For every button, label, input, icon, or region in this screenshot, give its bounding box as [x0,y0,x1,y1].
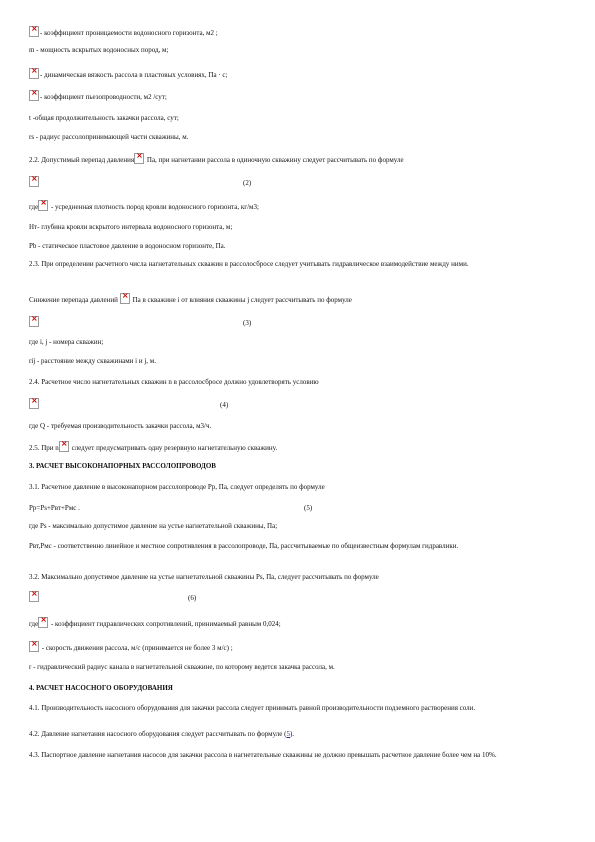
paragraph-4-2 [29,729,559,739]
text-line [29,45,559,55]
broken-image-icon [29,316,39,327]
equation-6-row [29,591,559,603]
line-text: Hт- глубина кровли вскрытого интервала водоносного горизонта, м; [29,223,233,231]
equation-number-4: (4) [220,401,229,409]
formula-pp: Pp=Ps+Pвт+Pмс . [29,504,80,512]
broken-image-icon [134,153,144,164]
text-line [29,617,559,629]
line-prefix: где [29,620,39,628]
broken-image-icon [29,591,39,602]
text-line [29,337,559,347]
broken-image-icon [29,68,39,79]
line-text: 3.1. Расчетное давление в высоконапорном рассолопроводе Pp, Па, следует определять по формуле [29,483,325,491]
line-text: t -общая продолжительность закачки рассола, сут; [29,114,179,122]
broken-image-icon [38,617,48,628]
paragraph-2-3: 2.3. При определении расчетного числа нагнетательных скважин в рассолосбросе следует учитывать гидравлическое взаимодействие между ними. [29,260,469,268]
line-text: - динамическая вязкость рассола в пластовых условиях, Па · с; [40,71,228,79]
broken-image-icon [29,398,39,409]
text-line [29,441,559,453]
line-text: где i, j - номера скважин; [29,338,104,346]
text-line [29,421,559,431]
broken-image-icon [29,26,39,37]
line-text: где Q - требуемая производительность закачки рассола, м3/ч. [29,422,212,430]
line-prefix: 2.2. Допустимый перепад давления [29,156,135,164]
broken-image-icon [29,641,39,652]
text-line [29,377,559,387]
paragraph-4-1: 4.1. Производительность насосного оборудования для закачки рассола следует принимать равной производительности подземного растворения соли. [29,704,476,712]
line-text: - коэффициент пьезопроводности, м2 /сут; [40,93,167,101]
line-text: 2.4. Расчетное число нагнетательных скважин n в рассолосбросе должно удовлетворять условию [29,378,319,386]
line-text: m - мощность вскрытых водоносных пород, м; [29,46,169,54]
text-line [29,132,559,142]
equation-3-row [29,316,559,328]
paragraph-4-2-end: ). [289,730,295,738]
text-line [29,482,559,492]
text-line [29,572,559,582]
equation-4-row [29,398,559,410]
line-text: 3.2. Максимально допустимое давление на устье нагнетательной скважины Ps, Па, следует рассчитывать по формуле [29,573,379,581]
formula-3-1 [29,503,559,513]
equation-number-6: (6) [188,594,197,602]
broken-image-icon [120,293,130,304]
line-text: Снижение перепада давлений [29,296,118,304]
text-line [29,113,559,123]
paragraph-4-3: 4.3. Паспортное давление нагнетания насосов для закачки рассола в нагнетательные скважины не должно превышать расчетное давление более чем на 10%. [29,751,497,759]
equation-number-3: (3) [243,319,252,327]
line-text: - усредненная плотность пород кровли водоносного горизонта, кг/м3; [49,203,259,211]
text-line [29,222,559,232]
line-text: 3. РАСЧЕТ ВЫСОКОНАПОРНЫХ РАССОЛОПРОВОДОВ [29,462,216,470]
broken-image-icon [38,200,48,211]
paragraph-4-2-text: 4.2. Давление нагнетания насосного оборудования следует рассчитывать по формуле ( [29,730,287,738]
line-text: - коэффициент гидравлических сопротивлений, принимаемый равным 0,024; [49,620,281,628]
text-line [29,293,559,305]
line-text: где Ps - максимально допустимое давление на устье нагнетательной скважины, Па; [29,522,278,530]
text-line [29,521,559,531]
text-line [29,461,559,471]
equation-number-5: (5) [304,504,313,512]
line-text: rs - радиус рассолопринимающей части скважины, м. [29,133,189,141]
broken-image-icon [29,90,39,101]
broken-image-icon [29,176,39,187]
line-text: 4. РАСЧЕТ НАСОСНОГО ОБОРУДОВАНИЯ [29,684,173,692]
text-line [29,200,559,212]
line-text: rij - расстояние между скважинами i и j, м. [29,357,156,365]
paragraph-3-1-c: Pвт,Pмс - соответственно линейное и местное сопротивления в рассолопроводе, Па, рассчитываемые по общеизвестным формулам гидравлики. [29,542,459,550]
line-text: - коэффициент проницаемости водоносного горизонта, м2 ; [40,29,218,37]
text-line [29,641,559,653]
equation-2-row [29,176,559,188]
line-text: Па, при нагнетании рассола в одиночную скважину следует рассчитывать по формуле [145,156,404,164]
line-text: Pb - статическое пластовое давление в водоносном горизонте, Па. [29,242,226,250]
line-text: следует предусматривать одну резервную нагнетательную скважину. [69,444,278,452]
text-line [29,356,559,366]
broken-image-icon [59,441,69,452]
equation-number-2: (2) [243,179,252,187]
line-text: - скорость движения рассола, м/с (принимается не более 3 м/с) ; [40,644,233,652]
text-line [29,153,559,165]
text-line [29,662,559,672]
line-prefix: 2.5. При n [29,444,59,452]
text-line [29,90,559,102]
formula-link-5[interactable]: 5 [286,730,290,738]
line-suffix: Па в скважине i от влияния скважины j следует рассчитывать по формуле [130,296,352,304]
line-text: r - гидравлический радиус канала в нагнетательной скважине, по которому ведется закачка рассола, м. [29,663,335,671]
line-prefix: где [29,203,39,211]
text-line [29,683,559,693]
text-line [29,68,559,80]
text-line [29,26,559,38]
text-line [29,241,559,251]
